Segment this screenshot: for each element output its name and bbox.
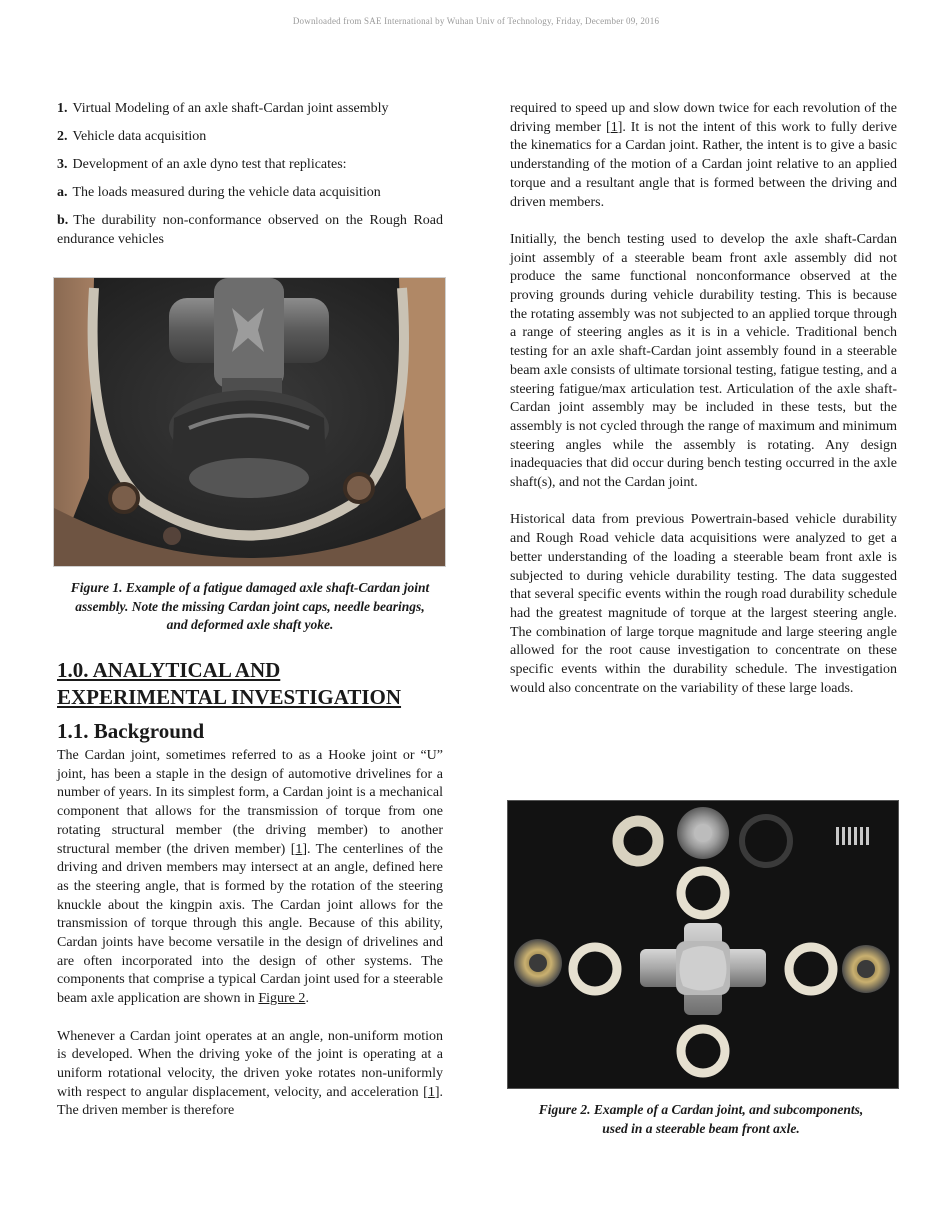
- cardan-joint-subcomponents-image: [508, 801, 898, 1088]
- text-run: ]. It is not the intent of this work to fully derive the kinematics for a Cardan joint. Rather, the intent is to give a basic understanding of the motion of a Cardan joint relative to an applied torque and a resultant angle that is formed between the driving and driven members.: [510, 119, 897, 210]
- reference-link[interactable]: 1: [427, 1084, 435, 1100]
- list-item: [57, 184, 443, 203]
- right-column: [510, 100, 897, 698]
- reference-link[interactable]: 1: [610, 119, 618, 135]
- figure1-photo: [53, 277, 446, 567]
- figure2-link[interactable]: Figure 2: [258, 991, 306, 1007]
- reference-link[interactable]: 1: [295, 841, 303, 857]
- right-paragraph-3: Historical data from previous Powertrain-based vehicle durability and Rough Road vehicle data acquisitions were analyzed to get a better understanding of the loading a steerable beam front axle is subjected to during vehicle durability testing. The data suggested that several specific events within the rough road durability schedule had the greatest magnitude of torque at the largest steering angle. The combination of large torque magnitude and large steering angle allowed for the root cause investigation to concentrate on these specific events within the durability schedule. The investigation would also concentrate on the variability of these large loads.: [510, 512, 897, 696]
- list-item-text: The durability non-conformance observed on the Rough Road endurance vehicles: [57, 213, 443, 248]
- right-paragraph-1: [510, 100, 897, 212]
- figure1-caption: Figure 1. Example of a fatigue damaged axle shaft-Cardan joint assembly. Note the missing Cardan joint caps, needle bearings, and deformed axle shaft yoke.: [70, 580, 430, 632]
- subsection-heading: 1.1. Background: [57, 719, 205, 743]
- list-marker: b.: [57, 213, 69, 229]
- damaged-cardan-joint-image: [54, 278, 445, 566]
- text-run: The Cardan joint, sometimes referred to as a Hooke joint or “U” joint, has been a staple in the design of automotive drivelines for a number of years. In its simplest form, a Cardan joint is a mechanical component that allows for the transmission of torque from one rotating structural member (the driving member) to another structural member (the driven member) [: [57, 748, 443, 857]
- list-item-text: The loads measured during the vehicle data acquisition: [72, 185, 381, 201]
- list-item: [57, 128, 443, 147]
- figure2-photo: [507, 800, 899, 1089]
- list-item-text: Vehicle data acquisition: [72, 129, 207, 145]
- list-item: [57, 100, 443, 119]
- text-run: required to speed up and slow down twice for each revolution of the driving member [: [510, 101, 897, 135]
- background-paragraph-2: [57, 1028, 443, 1122]
- objectives-list: [57, 100, 443, 250]
- download-note: Downloaded from SAE International by Wuhan Univ of Technology, Friday, December 09, 2016: [292, 16, 660, 26]
- list-marker: a.: [57, 185, 68, 201]
- text-run: .: [305, 991, 309, 1007]
- section-heading: 1.0. ANALYTICAL AND EXPERIMENTAL INVESTIGATION: [57, 658, 402, 709]
- figure2-caption: Figure 2. Example of a Cardan joint, and subcomponents, used in a steerable beam front axle.: [538, 1102, 864, 1136]
- text-run: ]. The centerlines of the driving and driven members may intersect at an angle, defined here as the steering angle, that is formed by the rotation of the steering knuckle about the kingpin axis. The Cardan joint allows for the transmission of torque through this angle. Because of this ability, Cardan joints have become versatile in the design of drivelines and are often incorporated into the design of other systems. The components that comprise a typical Cardan joint used for a steerable beam axle application are shown in: [57, 841, 444, 1007]
- list-item-text: Development of an axle dyno test that replicates:: [72, 157, 347, 173]
- list-marker: 1.: [57, 101, 68, 116]
- list-marker: 2.: [57, 129, 68, 145]
- left-column: [57, 100, 443, 250]
- list-marker: 3.: [57, 157, 68, 173]
- background-paragraph-1: [57, 747, 443, 1009]
- right-paragraph-2: Initially, the bench testing used to develop the axle shaft-Cardan joint assembly of a steerable beam front axle assembly did not produce the same functional nonconformance observed at the proving grounds during vehicle durability testing. This is because the rotating assembly was not subjected to an applied torque through a range of steering angles as it is in a vehicle. Traditional bench testing for an axle shaft-Cardan joint assembly found in a steerable beam axle consists of ultimate torsional testing, fatigue testing, and a steering fatigue/max articulation test. Articulation of the axle shaft-Cardan joint assembly may be included in these tests, but the assembly is not cycled through the range of maximum and minimum steering angles while the assembly is rotating. Any design inadequacies that did occur during bench testing occurred in the axle shaft(s), and not the Cardan joint.: [510, 231, 897, 491]
- list-item: [57, 156, 443, 175]
- list-item-text: Virtual Modeling of an axle shaft-Cardan joint assembly: [72, 101, 389, 116]
- background-section: [57, 747, 443, 1121]
- text-run: ]. The driven member is therefore: [57, 1084, 443, 1119]
- text-run: Whenever a Cardan joint operates at an angle, non-uniform motion is developed. When the driving yoke of the joint is operating at a uniform rotational velocity, the driven yoke rotates non-uniformly with respect to angular displacement, velocity, and acceleration [: [57, 1028, 443, 1100]
- list-item: [57, 212, 443, 249]
